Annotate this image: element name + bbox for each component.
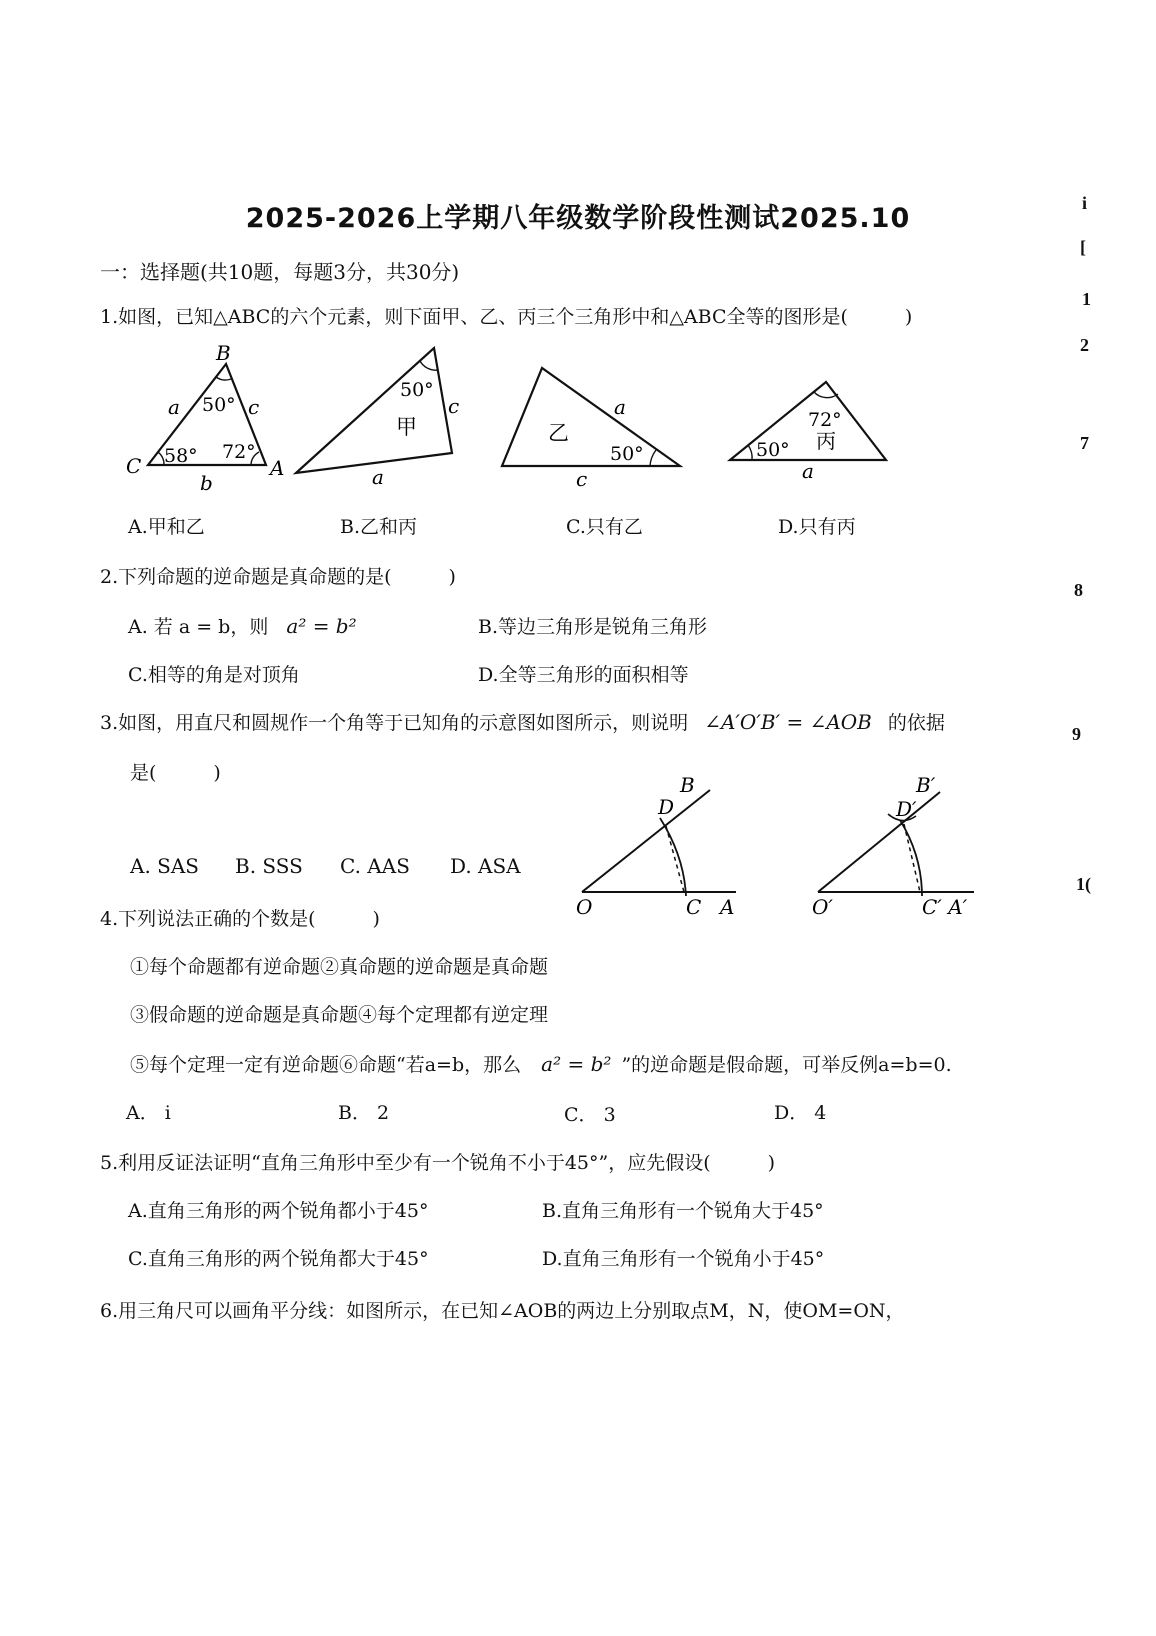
q3-option-d[interactable]: D. ASA (450, 854, 521, 878)
label-bing-angle-top: 72° (808, 409, 842, 431)
label-jia-angle: 50° (400, 379, 434, 401)
triangle-abc (126, 341, 284, 495)
label-jia-side-a: a (372, 465, 384, 489)
q2-option-a[interactable] (128, 612, 357, 639)
question-1-figure (110, 338, 910, 498)
q4-line3-math: a² = b² (541, 1052, 612, 1076)
triangle-jia-shape (296, 348, 452, 473)
angle-yi-arc (650, 450, 656, 466)
label-bing-name: 丙 (816, 429, 836, 453)
q2-option-a-text: A. 若 a = b，则 (128, 616, 269, 638)
label-o: O (576, 895, 593, 919)
triangle-jia (296, 348, 459, 489)
margin-mark: 8 (1074, 580, 1083, 600)
q2-option-b[interactable]: B.等边三角形是锐角三角形 (478, 616, 708, 638)
q3-stem-suffix: 的依据 (887, 712, 945, 734)
question-5-stem: 5.利用反证法证明“直角三角形中至少有一个锐角不小于45°”，应先假设( ) (100, 1152, 776, 1174)
question-3-figure (560, 768, 1000, 928)
angle-jia-arc (420, 361, 438, 370)
label-c2-a2: C′ A′ (922, 895, 968, 919)
q2-option-c[interactable]: C.相等的角是对顶角 (128, 664, 300, 686)
label-vertex-a: A (270, 456, 285, 480)
question-1-stem: 1.如图，已知△ABC的六个元素，则下面甲、乙、丙三个三角形中和△ABC全等的图形是( ) (100, 306, 913, 328)
question-4-stem: 4.下列说法正确的个数是( ) (100, 908, 380, 930)
question-3-stem-line2: 是( ) (130, 762, 221, 784)
page-title: 2025-2026上学期八年级数学阶段性测试2025.10 (245, 203, 911, 234)
label-angle-c: 58° (164, 445, 198, 467)
triangle-yi (502, 368, 680, 491)
label-yi-name: 乙 (548, 421, 569, 445)
q5-option-d[interactable]: D.直角三角形有一个锐角小于45° (542, 1248, 825, 1270)
question-2-stem: 2.下列命题的逆命题是真命题的是( ) (100, 566, 456, 588)
label-jia-name: 甲 (396, 415, 417, 439)
triangle-bing (730, 382, 886, 483)
label-vertex-c: C (126, 454, 142, 478)
q2-option-a-math: a² = b² (286, 614, 357, 638)
label-yi-angle: 50° (610, 443, 644, 465)
margin-mark: [ (1080, 237, 1086, 257)
q4-option-b[interactable]: B． 2 (338, 1102, 390, 1124)
label-angle-b: 50° (202, 394, 236, 416)
ray-ob (582, 790, 710, 892)
label-side-b: b (200, 471, 213, 495)
label-side-c: c (248, 395, 260, 419)
angle-b-arc (216, 377, 231, 380)
q4-statement-line2: ③假命题的逆命题是真命题④每个定理都有逆定理 (130, 1004, 549, 1026)
q4-option-a[interactable]: A． i (126, 1102, 171, 1124)
q3-stem-math: ∠A′O′B′ = ∠AOB (704, 710, 872, 734)
label-d2: D′ (896, 797, 917, 821)
q4-line3-suffix: ”的逆命题是假命题，可举反例a=b=0. (621, 1054, 952, 1076)
q2-option-d[interactable]: D.全等三角形的面积相等 (478, 664, 689, 686)
arc-c2d2 (900, 820, 922, 896)
margin-mark: 7 (1080, 433, 1089, 453)
segment-cd-dashed (666, 826, 684, 892)
label-bing-angle-left: 50° (756, 439, 790, 461)
q1-option-c[interactable]: C.只有乙 (566, 516, 643, 538)
label-side-a: a (168, 395, 180, 419)
label-yi-side-c: c (576, 467, 588, 491)
ray-o2b2 (818, 792, 940, 892)
label-b2: B′ (916, 773, 936, 797)
q4-line3-prefix: ⑤每个定理一定有逆命题⑥命题“若a=b，那么 (130, 1054, 522, 1076)
angle-aob (576, 773, 736, 919)
label-d: D (658, 795, 675, 819)
question-6-stem: 6.用三角尺可以画角平分线：如图所示，在已知∠AOB的两边上分别取点M，N，使OM=ON， (100, 1300, 905, 1322)
label-c: C (686, 895, 702, 919)
label-b: B (680, 773, 695, 797)
arc-cd (660, 818, 686, 896)
label-a: A (720, 895, 735, 919)
q3-option-c[interactable]: C. AAS (340, 854, 410, 878)
q3-stem-prefix: 3.如图，用直尺和圆规作一个角等于已知角的示意图如图所示，则说明 (100, 712, 689, 734)
q5-option-b[interactable]: B.直角三角形有一个锐角大于45° (542, 1200, 824, 1222)
q5-option-c[interactable]: C.直角三角形的两个锐角都大于45° (128, 1248, 429, 1270)
section-heading: 一：选择题(共10题，每题3分，共30分) (100, 260, 460, 284)
angle-bing-left-arc (748, 445, 752, 460)
margin-mark: 1( (1076, 874, 1091, 894)
margin-mark: 1 (1082, 289, 1091, 309)
label-o2: O′ (812, 895, 833, 919)
q4-option-d[interactable]: D． 4 (774, 1102, 827, 1124)
angle-a2o2b2 (812, 773, 974, 919)
label-vertex-b: B (216, 341, 231, 365)
label-jia-side-c: c (448, 394, 460, 418)
q1-option-a[interactable]: A.甲和乙 (128, 516, 205, 538)
q4-statement-line3 (130, 1050, 952, 1077)
triangle-yi-shape (502, 368, 680, 466)
q4-statement-line1: ①每个命题都有逆命题②真命题的逆命题是真命题 (130, 956, 549, 978)
q5-option-a[interactable]: A.直角三角形的两个锐角都小于45° (128, 1200, 429, 1222)
label-angle-a: 72° (222, 441, 256, 463)
label-bing-side-a: a (802, 459, 814, 483)
margin-mark: 2 (1080, 335, 1089, 355)
q1-option-d[interactable]: D.只有丙 (778, 516, 856, 538)
q4-option-c[interactable]: C． 3 (564, 1104, 616, 1126)
margin-mark: i (1082, 193, 1088, 213)
q3-option-b[interactable]: B. SSS (235, 854, 303, 878)
question-3-stem (100, 708, 945, 735)
margin-mark: 9 (1072, 724, 1081, 744)
q3-option-a[interactable]: A. SAS (130, 854, 200, 878)
label-yi-side-a: a (614, 395, 626, 419)
q1-option-b[interactable]: B.乙和丙 (340, 516, 418, 538)
